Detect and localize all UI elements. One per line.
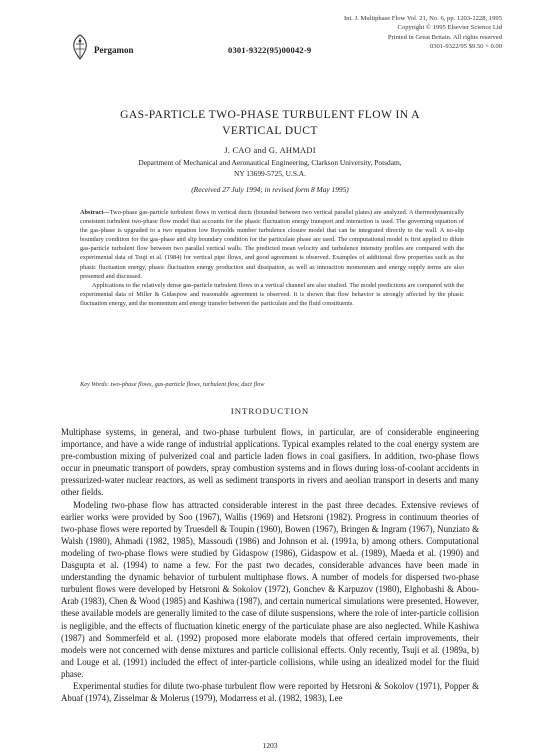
printed-line: Printed in Great Britain. All rights reserved — [387, 33, 502, 41]
body-paragraph: Experimental studies for dilute two-phase turbulent flow were reported by Hetsroni & Sokolov (1971), Popper & Abuaf (1974), Zisselmar & Molerus (1979), Modarress et al. (1982, 1983), Lee — [61, 680, 479, 704]
title-line: VERTICAL DUCT — [222, 124, 318, 137]
article-authors: J. CAO and G. AHMADI — [224, 146, 316, 155]
publisher-name: Pergamon — [94, 45, 134, 55]
journal-metadata — [302, 14, 502, 52]
abstract-paragraph: Applications to the relatively dense gas-particle turbulent flows in a vertical channel are also studied. The model predictions are compared with the experimental data of Miller & Gidaspow and reasonable agreement is observed. It is shown that flow behavior is strongly affected by the phasic fluctuation energy, and the momentum and energy transfer between the particulate and the fluid constituents. — [80, 281, 464, 307]
keywords: Key Words: two-phase flows, gas-particle flows, turbulent flow, duct flow — [80, 381, 265, 388]
body-paragraph: Multiphase systems, in general, and two-phase turbulent flows, in particular, are of considerable engineering importance, and have a wide range of industrial applications. Typical examples related to the coal energy system are pre-combustion mixing of pulverized coal and particle laden flows in coal gasifiers. In addition, two-phase flows occur in pneumatic transport of powders, spray combustion systems and in flows during loss-of-coolant accidents in pressurized-water nuclear reactors, as well as sediment transports in rivers and aeolian transport in deserts and many other fields. — [61, 427, 479, 498]
article-title — [60, 107, 480, 139]
abstract-label: Abstract— — [80, 209, 110, 216]
introduction-body — [61, 426, 479, 704]
abstract-paragraph — [80, 208, 464, 281]
abstract-text: Two-phase gas-particle turbulent flows in vertical ducts (bounded between two vertical parallel plates) are analyzed. A thermodynamically consistent turbulent two-phase flow model that accounts for the phasic fluctuation energy transport and interaction is used. The governing equation of the gas-phase is upgraded to a two equation low Reynolds number turbulence closure model that can be integrated directly to the wall. A no-slip boundary condition for the gas-phase and slip boundary condition for the particulate phase are used. The computational model is first applied to dilute gas-particle turbulent flow between two parallel vertical walls. The predicted mean velocity and turbulence intensity profiles are compared with the experimental data of Tsuji et al. (1984) for vertical pipe flows, and good agreement is observed. Examples of additional flow properties such as the phasic fluctuation energy, phasic fluctuation energy production and dissipation, as well as interaction momentum and energy supply terms are also presented and discussed. — [80, 209, 464, 280]
page-number: 1203 — [262, 741, 278, 750]
received-dates: (Received 27 July 1994; in revised form 8 May 1995) — [191, 185, 349, 194]
body-paragraph: Modeling two-phase flow has attracted considerable interest in the past three decades. Extensive reviews of earlier works were provided by Soo (1967), Wallis (1969) and Hetsroni (1982). Progress in continuum theories of two-phase flows were reported by Truesdell & Toupin (1960), Bowen (1967), Bringen & Ingram (1967), Nunziato & Walsh (1980), Ahmadi (1982, 1985), Massoudi (1986) and Johnson et al. (1991a, b) among others. Computational modeling of two-phase flows were studied by Gidaspow (1986), Gidaspow et al. (1989), Maeda et al. (1990) and Dasgupta et al. (1994) to name a few. For the past two decades, considerable advances have been made in understanding the dynamic behavior of turbulent multiphase flows. A number of models for dispersed two-phase turbulent flows were developed by Hetsroni & Sokolov (1972), Gonchev & Karpuzov (1980), Elghobashi & Abou-Arab (1983), Chen & Wood (1985) and Kashiwa (1987), and certain numerical simulations were presented. However, these available models are generally limited to the case of dilute suspensions, where the role of inter-particle collision is negligible, and the effects of fluctuation kinetic energy of the particulate phase are also neglected. While Kashiwa (1987) and Sommerfeld et al. (1992) proposed more elaborate models that offered certain improvements, their models were not concerned with dense mixtures and particle collisional effects. Only recently, Tsuji et al. (1989a, b) and Louge et al. (1991) included the effect of inter-particle collisions, while using an idealized model for the fluid phase. — [61, 499, 479, 679]
affiliation-line: NY 13699-5725, U.S.A. — [234, 168, 306, 178]
abstract-block — [80, 208, 464, 308]
title-line: GAS-PARTICLE TWO-PHASE TURBULENT FLOW IN A — [120, 108, 420, 121]
copyright-line: Copyright © 1995 Elsevier Science Ltd — [397, 24, 502, 32]
affiliation-line: Department of Mechanical and Aeronautical Engineering, Clarkson University, Potsdam, — [138, 158, 402, 167]
price-line: 0301-9322/95 $9.50 + 0.00 — [429, 43, 502, 51]
section-heading: INTRODUCTION — [230, 406, 310, 416]
journal-citation: Int. J. Multiphase Flow Vol. 21, No. 6, pp. 1203-1228, 1995 — [343, 15, 502, 22]
article-issn: 0301-9322(95)00042-9 — [228, 45, 312, 55]
publisher-logo-icon — [68, 34, 92, 60]
author-affiliation — [60, 158, 480, 179]
